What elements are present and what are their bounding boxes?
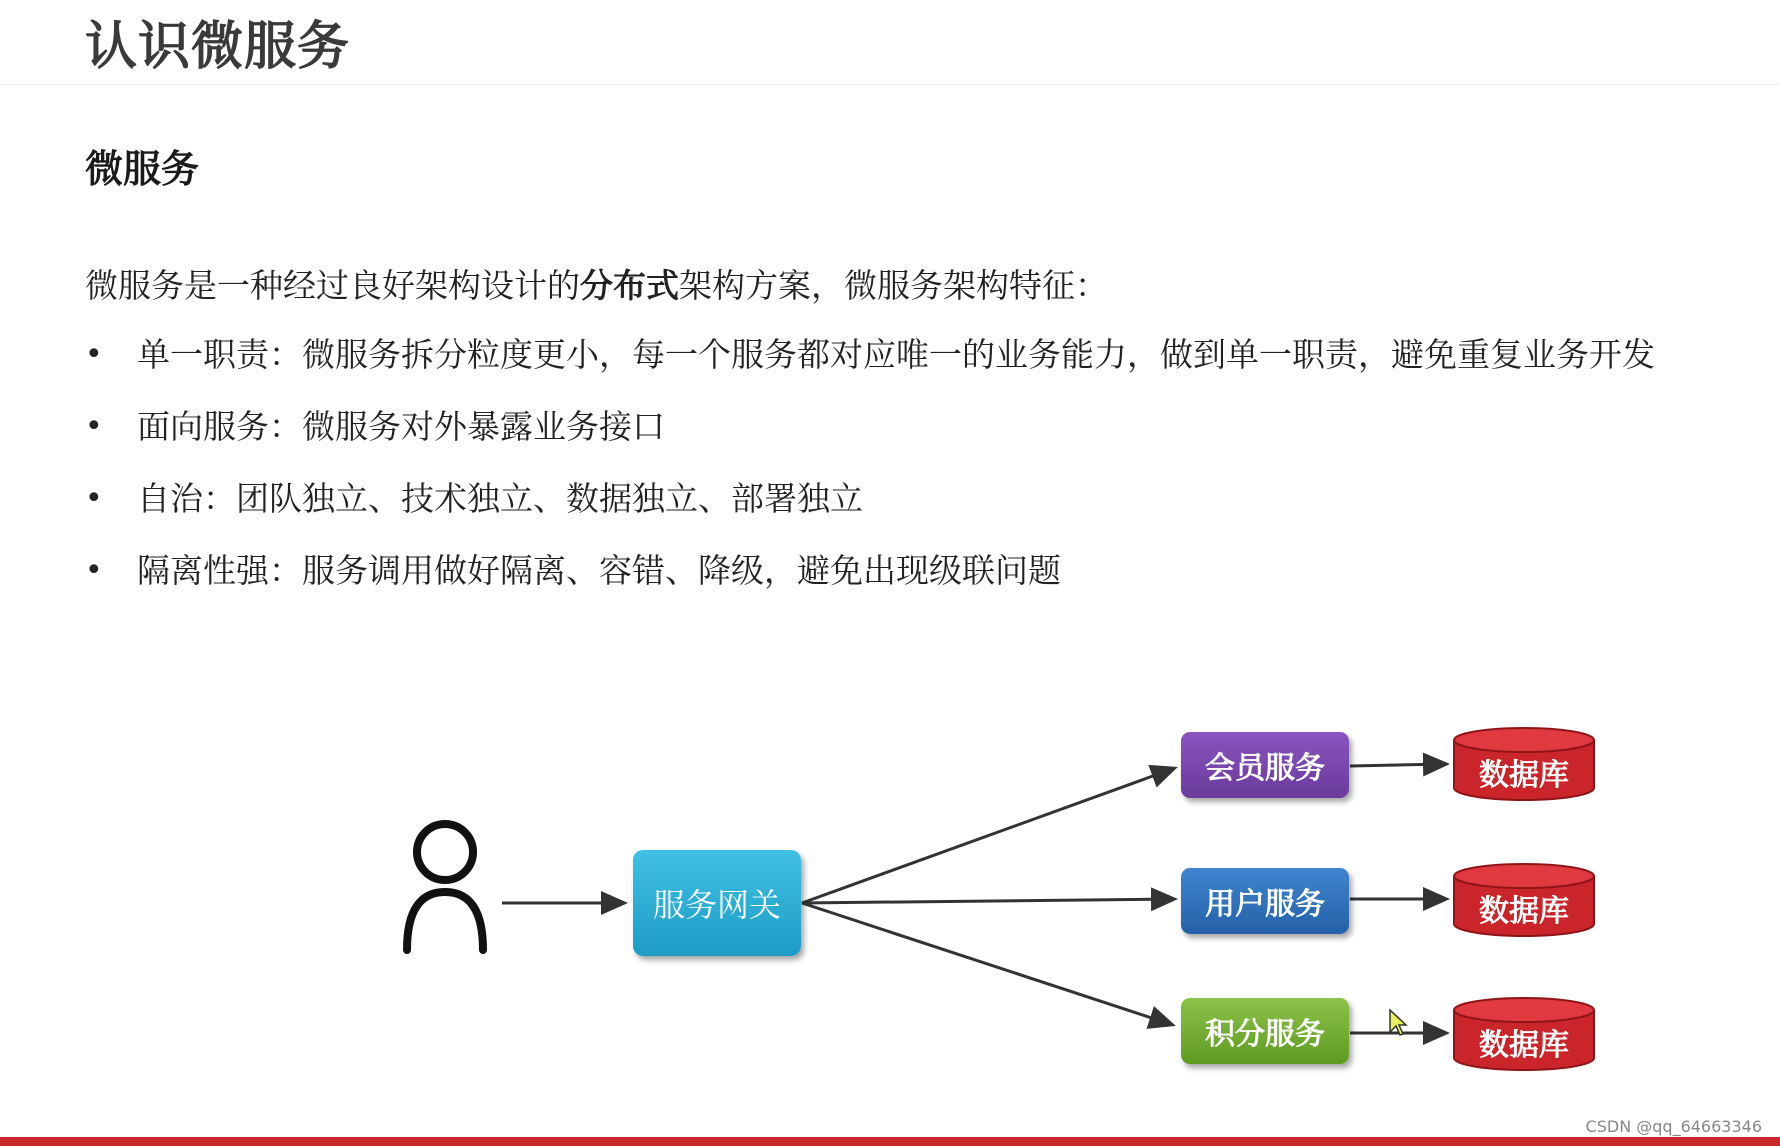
- database-label: 数据库: [1479, 758, 1569, 793]
- list-item: [85, 474, 1655, 546]
- member-service-label: 会员服务: [1205, 751, 1325, 786]
- intro-text-after: 架构方案，微服务架构特征：: [679, 266, 1108, 305]
- list-item-text: 自治：团队独立、技术独立、数据独立、部署独立: [137, 479, 863, 518]
- watermark: CSDN @qq_64663346: [1585, 1117, 1762, 1136]
- bottom-bar: [0, 1137, 1780, 1146]
- page-title: 认识微服务: [85, 17, 351, 77]
- points-service-label: 积分服务: [1205, 1017, 1325, 1052]
- list-item-text: 隔离性强：服务调用做好隔离、容错、降级，避免出现级联问题: [137, 551, 1061, 590]
- points-service-node: [1181, 998, 1349, 1064]
- list-item: [85, 546, 1655, 618]
- slide-header: [0, 0, 1780, 85]
- list-item: [85, 402, 1655, 474]
- architecture-diagram: [0, 700, 1780, 1100]
- user-service-label: 用户服务: [1205, 887, 1325, 922]
- member-service-node: [1181, 732, 1349, 798]
- bullet-dot: •: [85, 481, 103, 516]
- cursor-icon: [1390, 1010, 1406, 1035]
- intro-text-before: 微服务是一种经过良好架构设计的: [85, 266, 580, 305]
- database-label: 数据库: [1479, 894, 1569, 929]
- list-item: [85, 330, 1655, 402]
- intro-paragraph: [85, 260, 1108, 307]
- database-icon: [1452, 726, 1596, 802]
- list-item-text: 面向服务：微服务对外暴露业务接口: [137, 407, 665, 446]
- arrow-member-to-db: [1350, 764, 1447, 766]
- arrow-gateway-to-member: [802, 768, 1175, 903]
- arrow-gateway-to-points: [802, 903, 1173, 1025]
- section-title: 微服务: [85, 147, 200, 191]
- database-icon: [1452, 862, 1596, 938]
- gateway-label: 服务网关: [652, 886, 781, 924]
- user-service-node: [1181, 868, 1349, 934]
- bullet-dot: •: [85, 553, 103, 588]
- feature-list: [85, 330, 1655, 618]
- database-icon: [1452, 996, 1596, 1072]
- bullet-dot: •: [85, 337, 103, 372]
- bullet-dot: •: [85, 409, 103, 444]
- database-label: 数据库: [1479, 1028, 1569, 1063]
- intro-bold-term: 分布式: [580, 266, 679, 305]
- user-icon: [407, 824, 483, 950]
- arrow-gateway-to-user: [802, 899, 1175, 903]
- gateway-node: [633, 850, 801, 956]
- list-item-text: 单一职责：微服务拆分粒度更小，每一个服务都对应唯一的业务能力，做到单一职责，避免重复业务开发: [137, 335, 1655, 374]
